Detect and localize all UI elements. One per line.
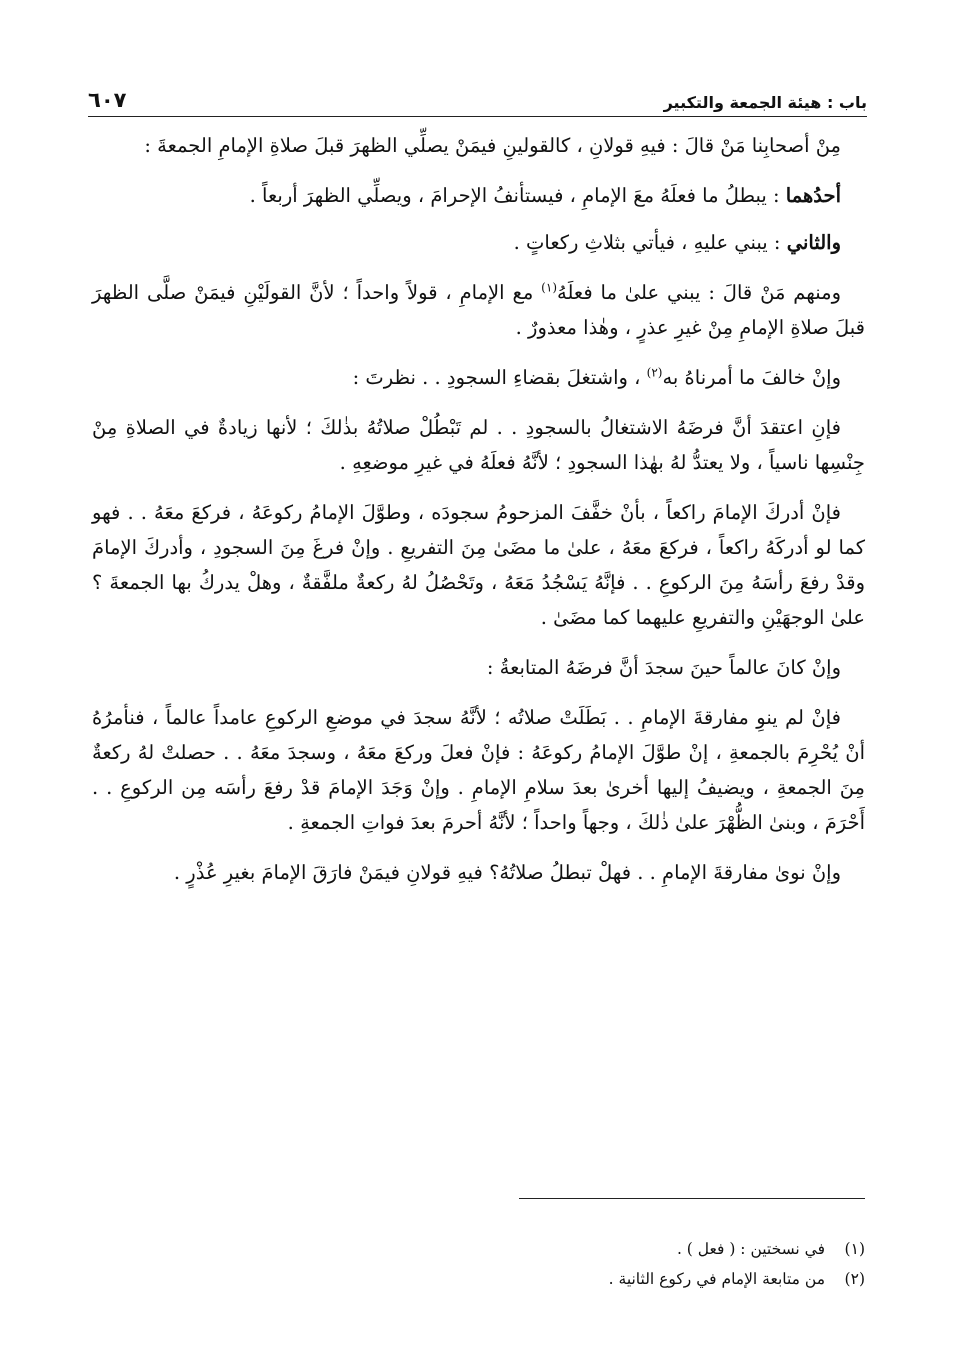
- paragraph-7: فإنْ أدركَ الإمامَ راكعاً ، بأنْ خفَّفَ المزحومُ سجودَه ، وطوَّلَ الإمامُ ركوعَهُ ، فركعَ معَهُ . . فهو كما لو أدركَهُ راكعاً ، فركعَ معَهُ ، علىٰ ما مضَىٰ مِنَ التفريعِ . وإنْ فرغَ مِنَ السجودِ ، وأدركَ الإمامَ وقدْ رفعَ رأسَهُ مِنَ الركوعِ . . فإنَّهُ يَسْجُدُ مَعَهُ ، وتَحْصُلُ لهُ ركعةٌ ملفَّقةٌ ، وهلْ يدركُ بها الجمعةَ ؟ علىٰ الوجهَيْنِ والتفريعِ عليهما كما مضَىٰ .: [92, 501, 865, 629]
- page-header: [88, 84, 867, 117]
- first-opinion-text: : يبطلُ ما فعلَهُ معَ الإمامِ ، فيستأنفُ الإحرامَ ، ويصلِّي الظهرَ أربعاً .: [249, 184, 786, 207]
- footnotes: [92, 1234, 865, 1294]
- footnote-number: (٢): [844, 1270, 865, 1288]
- paragraph-2: [92, 178, 865, 213]
- paragraph-5: [92, 360, 865, 395]
- page-number: ٦٠٧: [88, 88, 127, 112]
- second-opinion-term: والثاني: [786, 231, 841, 254]
- footnote-text: من متابعة الإمام في ركوع الثانية .: [608, 1270, 825, 1288]
- paragraph-8: وإنْ كانَ عالماً حينَ سجدَ أنَّ فرضَهُ المتابعةُ :: [486, 656, 841, 679]
- footnote-text: في نسختين : ( فعل ) .: [676, 1240, 825, 1258]
- paragraph-6: فإنِ اعتقدَ أنَّ فرضَهُ الاشتغالُ بالسجودِ . . لم تَبْطُلْ صلاتُهُ بذٰلكَ ؛ لأنها زيادةٌ في الصلاةِ مِنْ جِنْسِها ناسياً ، ولا يعتدُّ لهُ بهٰذا السجودِ ؛ لأنَّهُ فعلَهُ في غيرِ موضعِهِ .: [92, 416, 865, 474]
- paragraph-10: وإنْ نوىٰ مفارقةَ الإمامِ . . فهلْ تبطلُ صلاتُهُ؟ فيهِ قولانِ فيمَنْ فارَقَ الإمامَ بغيرِ عُذْرٍ .: [173, 861, 841, 884]
- paragraph-4-text-b: مع الإمامِ ، قولاً واحداً ؛ لأنَّ القولَيْنِ فيمَنْ صلَّى الظهرَ قبلَ صلاةِ الإمامِ مِنْ غيرِ عذرٍ ، وهٰذا معذورٌ .: [92, 281, 865, 339]
- footnote-number: (١): [844, 1240, 865, 1258]
- paragraph-5-text-a: وإنْ خالفَ ما أمرناهُ به: [662, 366, 841, 389]
- footnote-2: [92, 1264, 865, 1294]
- footnote-separator: [519, 1198, 865, 1199]
- first-opinion-term: أحدُهما: [785, 184, 841, 207]
- second-opinion-text: : يبني عليهِ ، فيأتي بثلاثِ ركعاتٍ .: [513, 231, 787, 254]
- footnote-1: [92, 1234, 865, 1264]
- paragraph-9: فإنْ لم ينوِ مفارقةَ الإمامِ . . بَطَلَتْ صلاتُه ؛ لأنَّهُ سجدَ في موضعِ الركوعِ عامداً عالماً ، فنأمرُهُ أنْ يُحْرِمَ بالجمعةِ ، إنْ طوَّلَ الإمامُ ركوعَهُ : فإنْ فعلَ وركعَ معَهُ ، وسجدَ معَهُ . . حصلتْ لهُ ركعةٌ مِنَ الجمعةِ ، ويضيفُ إليها أخرىٰ بعدَ سلامِ الإمامِ . وإنْ وَجَدَ الإمامَ قدْ رفعَ رأسَه مِن الركوعِ . . أَحْرَمَ ، وبنىٰ الظُّهْرَ علىٰ ذٰلكَ ، وجهاً واحداً ؛ لأنَّهُ أحرمَ بعدَ فواتِ الجمعةِ .: [92, 706, 865, 834]
- footnote-ref-2[interactable]: (٢): [646, 365, 663, 380]
- main-text: [92, 128, 865, 905]
- paragraph-1: مِنْ أصحابِنا مَنْ قالَ : فيهِ قولانِ ، كالقولينِ فيمَنْ يصلِّي الظهرَ قبلَ صلاةِ الإمامِ الجمعةَ :: [144, 134, 841, 157]
- footnote-ref-1[interactable]: (١): [541, 280, 557, 295]
- paragraph-5-text-b: ، واشتغلَ بقضاءِ السجودِ . . نظرتَ :: [352, 366, 647, 389]
- paragraph-4: [92, 275, 865, 345]
- running-title: باب : هيئة الجمعة والتكبير: [663, 93, 867, 112]
- paragraph-4-text-a: ومنهم مَنْ قالَ : يبني علىٰ ما فعلَهُ: [557, 281, 841, 304]
- paragraph-3: [92, 225, 865, 260]
